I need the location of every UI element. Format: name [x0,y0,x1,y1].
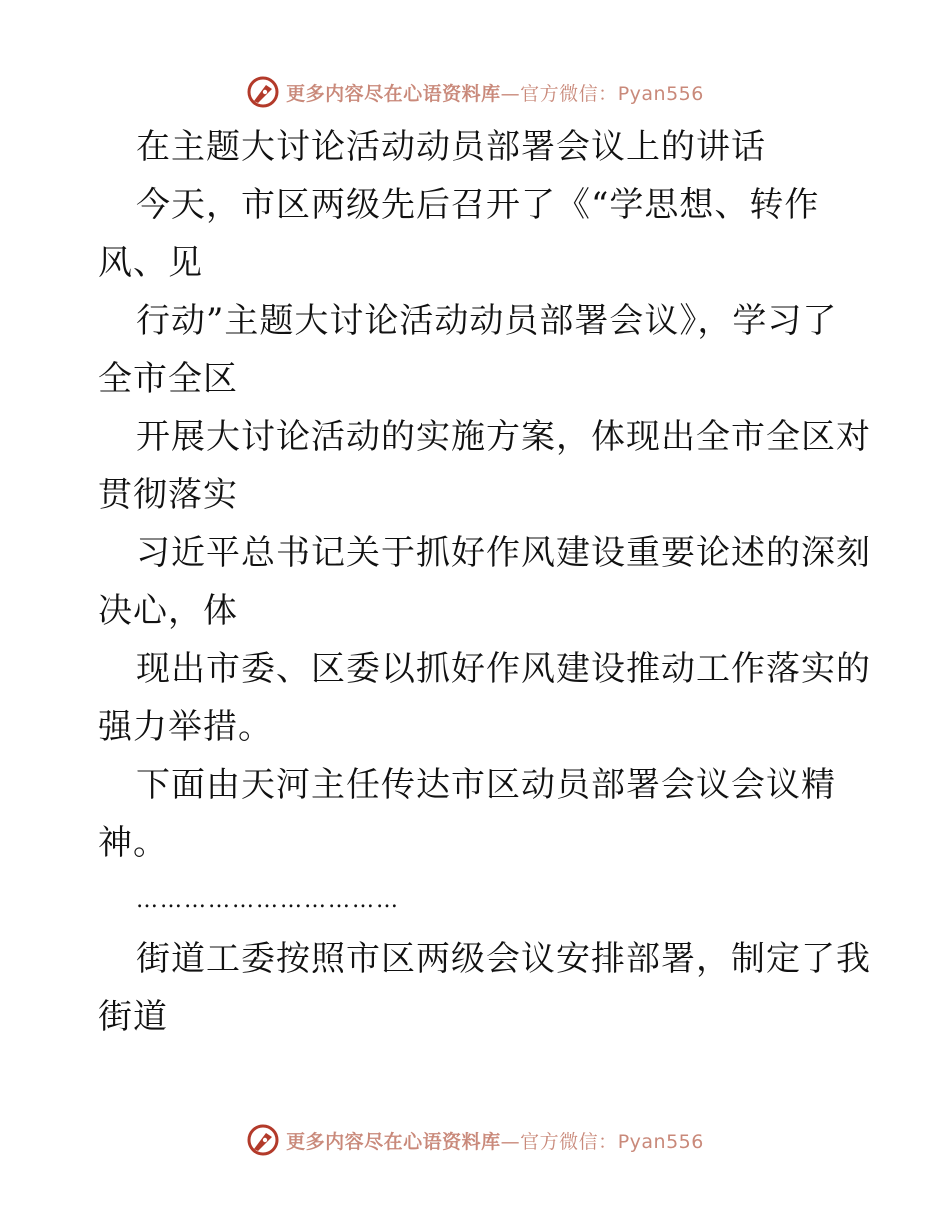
paragraph-line: 强力举措。 [98,707,273,747]
paragraph-line: 贯彻落实 [98,475,238,515]
paragraph-line: 街道工委按照市区两级会议安排部署，制定了我 [136,939,871,979]
watermark-wechat-id: Pyan556 [617,82,704,105]
paragraph-line: 行动”主题大讨论活动动员部署会议》，学习了 [136,301,838,341]
watermark-dash: — [500,1130,521,1153]
watermark-text [286,79,704,106]
paragraph-line: 现出市委、区委以抓好作风建设推动工作落实的 [136,649,871,689]
pen-nib-logo-icon [246,1123,280,1157]
footer-watermark [0,1120,950,1160]
paragraph-line: 风、见 [98,243,203,283]
watermark-brand: 更多内容尽在心语资料库 [286,82,501,105]
ellipsis-separator: …………………………… [136,888,400,913]
paragraph-line: 下面由天河主任传达市区动员部署会议会议精 [136,765,836,805]
paragraph-line: 决心，体 [98,591,238,631]
paragraph-line: 开展大讨论活动的实施方案，体现出全市全区对 [136,417,871,457]
watermark-official: 官方微信： [520,82,618,105]
pen-nib-logo-icon [246,75,280,109]
document-title: 在主题大讨论活动动员部署会议上的讲话 [136,127,766,167]
paragraph-line: 今天，市区两级先后召开了《“学思想、转作 [136,185,820,225]
watermark-brand: 更多内容尽在心语资料库 [286,1130,501,1153]
paragraph-line: 街道 [98,997,168,1037]
watermark-dash: — [500,82,521,105]
watermark-text [286,1127,704,1154]
document-body [98,118,871,1046]
paragraph-line: 习近平总书记关于抓好作风建设重要论述的深刻 [136,533,871,573]
watermark-wechat-id: Pyan556 [617,1130,704,1153]
watermark-official: 官方微信： [520,1130,618,1153]
paragraph-line: 神。 [98,823,168,863]
header-watermark [0,72,950,112]
paragraph-line: 全市全区 [98,359,238,399]
